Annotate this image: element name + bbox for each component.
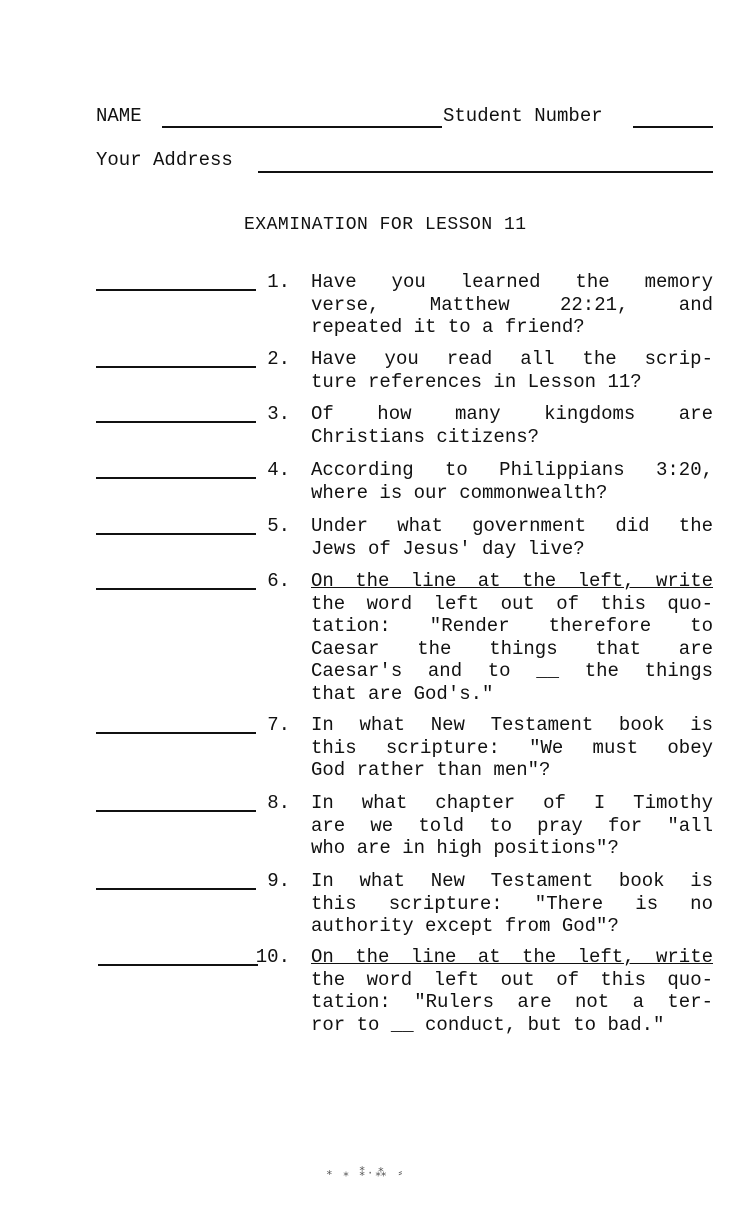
question-text xyxy=(311,403,713,448)
question-number: 9. xyxy=(267,870,290,892)
question-line: tation: "Rulers are not a ter- xyxy=(311,991,713,1013)
question-line: who are in high positions"? xyxy=(311,837,619,859)
question-line: According to Philippians 3:20, xyxy=(311,459,713,481)
question-line: tation: "Render therefore to xyxy=(311,615,713,637)
student-number-label: Student Number xyxy=(443,105,603,127)
question-text xyxy=(311,348,713,393)
question-line: In what New Testament book is xyxy=(311,870,713,892)
name-field[interactable] xyxy=(162,126,442,128)
question-line: Caesar's and to __ the things xyxy=(311,660,713,682)
question-line: God rather than men"? xyxy=(311,759,551,781)
name-label: NAME xyxy=(96,105,142,127)
answer-line[interactable] xyxy=(98,964,258,966)
answer-line[interactable] xyxy=(96,477,256,479)
answer-line[interactable] xyxy=(96,888,256,890)
question-number: 6. xyxy=(267,570,290,592)
address-field[interactable] xyxy=(258,171,713,173)
question-line: this scripture: "There is no xyxy=(311,892,713,915)
question-number: 8. xyxy=(267,792,290,814)
answer-line[interactable] xyxy=(96,533,256,535)
answer-line[interactable] xyxy=(96,366,256,368)
page-title: EXAMINATION FOR LESSON 11 xyxy=(244,215,527,235)
question-text xyxy=(311,946,713,1036)
question-line: are we told to pray for "all xyxy=(311,814,713,837)
question-text xyxy=(311,870,713,938)
question-line: that are God's." xyxy=(311,682,494,705)
question-line: ture references in Lesson 11? xyxy=(311,370,642,393)
question-line: Caesar the things that are xyxy=(311,637,713,660)
question-line: verse, Matthew 22:21, and xyxy=(311,293,713,316)
question-line: Jews of Jesus' day live? xyxy=(311,537,585,560)
question-line: Under what government did the xyxy=(311,515,713,537)
address-label: Your Address xyxy=(96,149,233,171)
question-line: repeated it to a friend? xyxy=(311,316,585,338)
question-line: Christians citizens? xyxy=(311,425,540,448)
answer-line[interactable] xyxy=(96,732,256,734)
question-line: Of how many kingdoms are xyxy=(311,403,713,425)
question-text xyxy=(311,271,713,339)
student-number-field[interactable] xyxy=(633,126,713,128)
question-line: In what New Testament book is xyxy=(311,714,713,736)
question-line: the word left out of this quo- xyxy=(311,592,713,615)
question-text xyxy=(311,570,713,705)
question-line: authority except from God"? xyxy=(311,915,619,937)
question-line: On the line at the left, write xyxy=(311,570,713,592)
answer-line[interactable] xyxy=(96,588,256,590)
question-line: Have you read all the scrip- xyxy=(311,348,713,370)
question-number: 7. xyxy=(267,714,290,736)
question-text xyxy=(311,459,713,504)
question-line: ror to __ conduct, but to bad." xyxy=(311,1013,665,1036)
question-line: this scripture: "We must obey xyxy=(311,736,713,759)
question-text xyxy=(311,515,713,560)
question-number: 10. xyxy=(255,946,290,968)
printer-mark: ∗ ⁎ ⁑·⁂ ⸗ xyxy=(326,1168,406,1180)
question-number: 3. xyxy=(267,403,290,425)
answer-line[interactable] xyxy=(96,289,256,291)
question-number: 1. xyxy=(267,271,290,293)
question-line: Have you learned the memory xyxy=(311,271,713,293)
answer-line[interactable] xyxy=(96,421,256,423)
question-number: 2. xyxy=(267,348,290,370)
question-number: 4. xyxy=(267,459,290,481)
question-line: the word left out of this quo- xyxy=(311,968,713,991)
question-line: In what chapter of I Timothy xyxy=(311,792,713,814)
question-line: where is our commonwealth? xyxy=(311,481,608,504)
question-text xyxy=(311,792,713,860)
question-number: 5. xyxy=(267,515,290,537)
answer-line[interactable] xyxy=(96,810,256,812)
question-text xyxy=(311,714,713,782)
question-line: On the line at the left, write xyxy=(311,946,713,968)
